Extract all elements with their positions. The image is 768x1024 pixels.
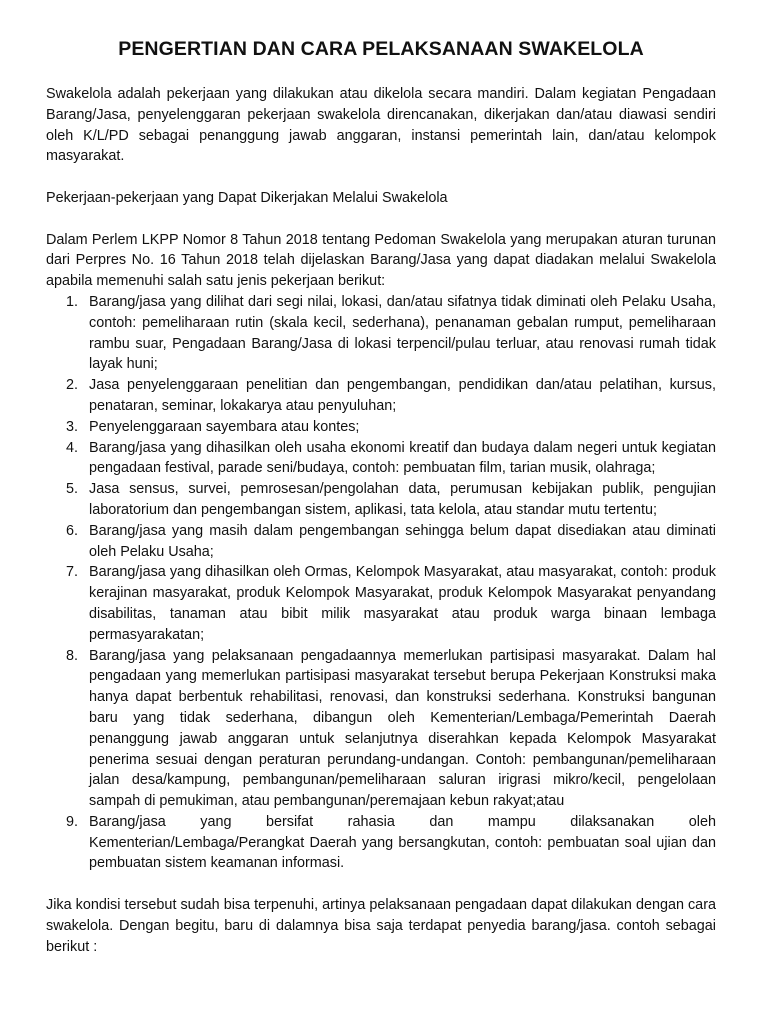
- list-item: [46, 292, 716, 375]
- list-item: [46, 479, 716, 521]
- list-item-text: Barang/jasa yang dihasilkan oleh Ormas, Kelompok Masyarakat, atau masyarakat, contoh: produk kerajinan masyarakat, produk Kelompok Masyarakat, produk Kelompok Masyarakat penyandang disabilitas, tanaman atau bibit milik masyarakat atau produk warga binaan lembaga permasyarakatan;: [89, 564, 716, 643]
- intro-paragraph: Swakelola adalah pekerjaan yang dilakukan atau dikelola secara mandiri. Dalam kegiatan Pengadaan Barang/Jasa, penyelenggaran pekerjaan swakelola direncanakan, dikerjakan dan/atau diawasi sendiri oleh K/L/PD sebagai penanggung jawab anggaran, instansi pemerintah lain, dan/atau kelompok masyarakat.: [46, 86, 716, 165]
- list-intro-paragraph: Dalam Perlem LKPP Nomor 8 Tahun 2018 tentang Pedoman Swakelola yang merupakan aturan turunan dari Perpres No. 16 Tahun 2018 telah dijelaskan Barang/Jasa yang dapat diadakan melalui Swakelola apabila memenuhi salah satu jenis pekerjaan berikut:: [46, 231, 716, 290]
- spacer: [46, 209, 716, 230]
- list-item-number: 3.: [66, 418, 79, 435]
- list-item: [46, 521, 716, 563]
- list-item-text: Barang/jasa yang masih dalam pengembangan sehingga belum dapat disediakan atau diminati oleh Pelaku Usaha;: [89, 522, 716, 560]
- document-title: PENGERTIAN DAN CARA PELAKSANAAN SWAKELOLA: [118, 38, 644, 60]
- spacer: [46, 167, 716, 188]
- list-item-text: Barang/jasa yang dihasilkan oleh usaha ekonomi kreatif dan budaya dalam negeri untuk kegiatan pengadaan festival, parade seni/budaya, contoh: pembuatan film, tarian musik, olahraga;: [89, 439, 716, 477]
- list-item-text: Barang/jasa yang bersifat rahasia dan mampu dilaksanakan oleh Kementerian/Lembaga/Perangkat Daerah yang bersangkutan, contoh: pembuatan soal ujian dan pembuatan sistem keamanan informasi.: [89, 813, 716, 872]
- subheading: Pekerjaan-pekerjaan yang Dapat Dikerjakan Melalui Swakelola: [46, 189, 448, 206]
- list-item: [46, 562, 716, 645]
- list-item-text: Barang/jasa yang dilihat dari segi nilai, lokasi, dan/atau sifatnya tidak diminati oleh Pelaku Usaha, contoh: pemeliharaan rutin (skala kecil, sederhana), penanaman gebalan rumput, pemeliharaan rambu suar, Pengadaan Barang/Jasa di lokasi terpencil/pulau terluar, atau renovasi rumah tidak layak huni;: [89, 293, 716, 373]
- list-item-text: Jasa sensus, survei, pemrosesan/pengolahan data, perumusan kebijakan publik, pengujian laboratorium dan pengembangan sistem, aplikasi, tata kelola, atau standar mutu tertentu;: [89, 481, 716, 518]
- list-item: [46, 646, 716, 812]
- list-item: [46, 438, 716, 480]
- list-item: [46, 812, 716, 874]
- work-types-list: [46, 292, 716, 874]
- list-item-text: Barang/jasa yang pelaksanaan pengadaannya memerlukan partisipasi masyarakat. Dalam hal pengadaan yang memerlukan partisipasi masyarakat tersebut berupa Pekerjaan Konstruksi maka hanya dapat berbentuk rehabilitasi, renovasi, dan konstruksi sederhana. Konstruksi bangunan baru yang tidak sederhana, dibangun oleh Kementerian/Lembaga/Pemerintah Daerah penanggung jawab anggaran untuk selanjutnya diserahkan kepada Kelompok Masyarakat penerima sesuai dengan peraturan perundang-undangan. Contoh: pembangunan/pemeliharaan jalan desa/kampung, pembangunan/pemeliharaan saluran irigrasi mikro/kecil, pengelolaan sampah di pemukiman, atau pembangunan/peremajaan kebun rakyat;atau: [89, 647, 716, 810]
- list-item-number: 8.: [66, 647, 79, 664]
- list-item-text: Jasa penyelenggaraan penelitian dan pengembangan, pendidikan dan/atau pelatihan, kursus, penataran, seminar, lokakarya atau penyuluhan;: [89, 377, 716, 414]
- list-item-number: 7.: [66, 564, 79, 581]
- list-item: [46, 417, 716, 438]
- document-page: [46, 36, 716, 957]
- list-item-number: 5.: [66, 481, 79, 498]
- spacer: [46, 874, 716, 895]
- list-item-number: 2.: [66, 377, 79, 394]
- list-item: [46, 375, 716, 417]
- list-item-number: 1.: [66, 293, 79, 310]
- list-item-number: 6.: [66, 522, 79, 539]
- closing-paragraph: Jika kondisi tersebut sudah bisa terpenuhi, artinya pelaksanaan pengadaan dapat dilakukan dengan cara swakelola. Dengan begitu, baru di dalamnya bisa saja terdapat penyedia barang/jasa. contoh sebagai berikut :: [46, 897, 716, 955]
- list-item-number: 9.: [66, 813, 79, 830]
- list-item-text: Penyelenggaraan sayembara atau kontes;: [89, 418, 360, 435]
- list-item-number: 4.: [66, 439, 79, 456]
